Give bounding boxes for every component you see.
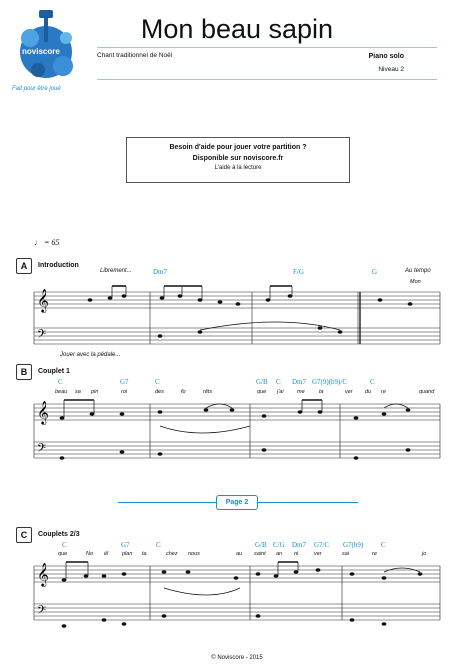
logo-tagline: Fait pour être joué (12, 86, 61, 92)
page-title: Mon beau sapin (140, 14, 334, 44)
section-title-b: Couplet 1 (38, 368, 70, 375)
chord-c-3: C (156, 541, 161, 549)
section-title-c: Couplets 2/3 (38, 531, 80, 538)
direction-pedal: Jouer avec la pédale... (60, 352, 121, 358)
chord-c-5: C/G (273, 541, 285, 549)
direction-au-tempo: Au tempo (405, 268, 431, 274)
svg-text:𝄞: 𝄞 (37, 288, 49, 312)
lyric-b-11: ta (319, 389, 324, 395)
lyric-b-1: beau (55, 389, 68, 395)
lyric-b-8: que (257, 389, 267, 395)
lyric-c-7: nous (188, 551, 200, 557)
help-box[interactable] (126, 137, 350, 183)
chord-b-6: Dm7 (292, 378, 306, 386)
svg-text:𝄢: 𝄢 (37, 604, 47, 620)
section-marker-b: B (16, 364, 32, 380)
grand-staff-b (0, 396, 474, 472)
lyric-c-6: chez (166, 551, 178, 557)
header-rule (97, 47, 437, 48)
lyric-c-5: ta (142, 551, 147, 557)
instrument-label: Piano solo (368, 53, 404, 60)
chord-b-1: C (58, 378, 63, 386)
chord-c-8: G7(b9) (343, 541, 364, 549)
help-caption: L'aide à la lecture (214, 165, 262, 171)
chord-b-7: G7(9)(b9)/C (312, 378, 347, 386)
chord-c-6: Dm7 (292, 541, 306, 549)
chord-c-4: G/B (255, 541, 267, 549)
lyric-c-12: ver (314, 551, 322, 557)
chord-b-5: C (276, 378, 281, 386)
lyric-c-2: No (86, 551, 94, 557)
lyric-c-1: que (58, 551, 68, 557)
lyric-b-10: me (297, 389, 305, 395)
lyric-b-15: quand (419, 389, 435, 395)
svg-text:𝄞: 𝄞 (37, 562, 49, 586)
lyric-c-13: sai (342, 551, 350, 557)
svg-text:𝄞: 𝄞 (37, 400, 49, 424)
chord-c-2: G7 (121, 541, 130, 549)
logo-name: noviscore (22, 47, 60, 56)
section-title-a: Introduction (38, 262, 79, 269)
chord-c-1: C (62, 541, 67, 549)
chord-a-2: F/G (293, 268, 304, 276)
svg-text:𝄢: 𝄢 (37, 328, 47, 344)
chord-b-4: G/B (256, 378, 268, 386)
section-marker-a: A (16, 258, 32, 274)
svg-text:𝄢: 𝄢 (37, 442, 47, 458)
lyric-c-9: saint (254, 551, 266, 557)
song-origin: Chant traditionnel de Noël (97, 52, 173, 59)
copyright-footer: © Noviscore - 2015 (211, 655, 263, 661)
grand-staff-a (0, 284, 474, 354)
tempo-marking: ♩ = 65 (34, 238, 60, 247)
chord-b-8: C (370, 378, 375, 386)
header-rule-bottom (97, 79, 437, 80)
lyric-c-11: ni (294, 551, 299, 557)
chord-c-7: G7/C (314, 541, 330, 549)
chord-c-9: C (381, 541, 386, 549)
lyric-b-3: pin (91, 389, 99, 395)
direction-librement: Librement... (100, 268, 132, 274)
lyric-b-4: roi (121, 389, 128, 395)
lyric-c-15: jo (422, 551, 427, 557)
lyric-c-14: re (372, 551, 377, 557)
help-availability-link[interactable]: Disponible sur noviscore.fr (192, 155, 284, 162)
lyric-b-14: re (381, 389, 386, 395)
page-2-button[interactable]: Page 2 (216, 495, 258, 510)
level-label: Niveau 2 (378, 66, 404, 73)
chord-a-1: Dm7 (153, 268, 167, 276)
lyric-b-9: j'ai (277, 389, 284, 395)
lyric-b-12: ver (345, 389, 353, 395)
lyric-b-2: sa (75, 389, 81, 395)
chord-a-3: G (372, 268, 378, 276)
lyric-b-13: du (365, 389, 372, 395)
lyric-c-3: ël (104, 551, 109, 557)
lyric-c-8: au (236, 551, 243, 557)
lyric-a-1: Mon (410, 279, 421, 285)
lyric-b-5: des (155, 389, 164, 395)
lyric-b-6: fo (181, 389, 186, 395)
help-question: Besoin d'aide pour jouer votre partition ? (169, 144, 307, 151)
section-marker-c: C (16, 527, 32, 543)
chord-b-2: G7 (120, 378, 129, 386)
lyric-c-10: an (276, 551, 283, 557)
lyric-b-7: rêts (203, 389, 213, 395)
chord-b-3: C (155, 378, 160, 386)
lyric-c-4: plan (122, 551, 133, 557)
grand-staff-c (0, 558, 474, 638)
